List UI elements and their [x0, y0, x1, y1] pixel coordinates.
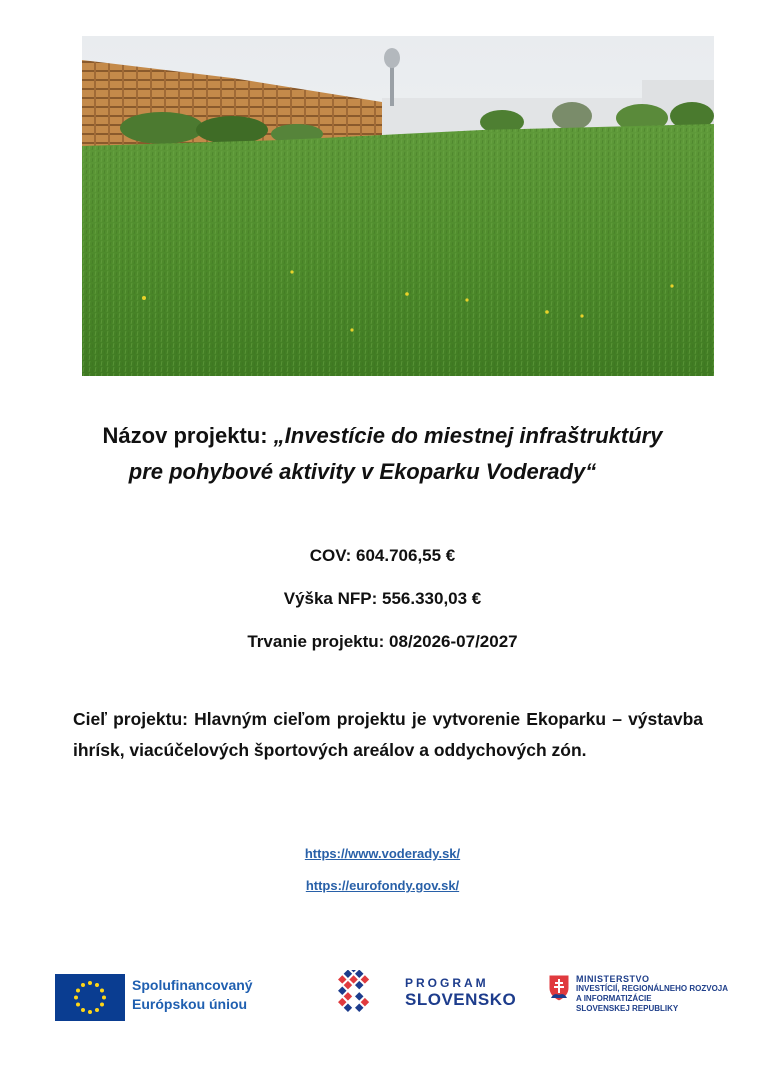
slovak-coat-of-arms-icon — [548, 974, 570, 1007]
program-slovensko-logo-icon — [310, 970, 400, 1025]
meadow-image — [82, 36, 714, 376]
title-prefix: Názov projektu: — [102, 423, 274, 448]
project-duration: Trvanie projektu: 08/2026-07/2027 — [247, 632, 518, 651]
eu-line2: Európskou úniou — [132, 996, 248, 1012]
project-name-line1: „Investície do miestnej infraštruktúry — [273, 423, 663, 448]
project-name-line2: pre pohybové aktivity v Ekoparku Voderady“ — [128, 459, 597, 484]
project-site-photo — [82, 36, 714, 376]
nfp-value: Výška NFP: 556.330,03 € — [283, 589, 482, 608]
project-goal: Cieľ projektu: Hlavným cieľom projektu je vytvorenie Ekoparku – výstavba ihrísk, viacúčelových športových areálov a oddychových zón. — [73, 709, 703, 760]
cov-value: COV: 604.706,55 € — [309, 546, 456, 565]
program-label: PROGRAM — [405, 976, 489, 990]
ministry-line2: INVESTÍCIÍ, REGIONÁLNEHO ROZVOJA — [576, 984, 729, 993]
voderady-link[interactable]: https://www.voderady.sk/ — [304, 846, 461, 861]
links — [0, 843, 765, 907]
project-facts — [0, 543, 765, 672]
project-title — [40, 418, 725, 490]
eu-line1: Spolufinancovaný — [132, 977, 253, 993]
ministry-line4: SLOVENSKEJ REPUBLIKY — [576, 1004, 679, 1013]
eu-cofinanced-text — [132, 976, 253, 1014]
eurofondy-link[interactable]: https://eurofondy.gov.sk/ — [305, 878, 460, 893]
program-slovensko-text — [405, 976, 516, 1010]
eu-flag-icon — [55, 974, 125, 1021]
footer-logos — [0, 966, 765, 1026]
slovensko-label: SLOVENSKO — [405, 990, 517, 1009]
ministry-line3: A INFORMATIZÁCIE — [576, 994, 652, 1003]
ministry-line1: MINISTERSTVO — [576, 974, 650, 984]
ministry-text — [576, 974, 728, 1014]
